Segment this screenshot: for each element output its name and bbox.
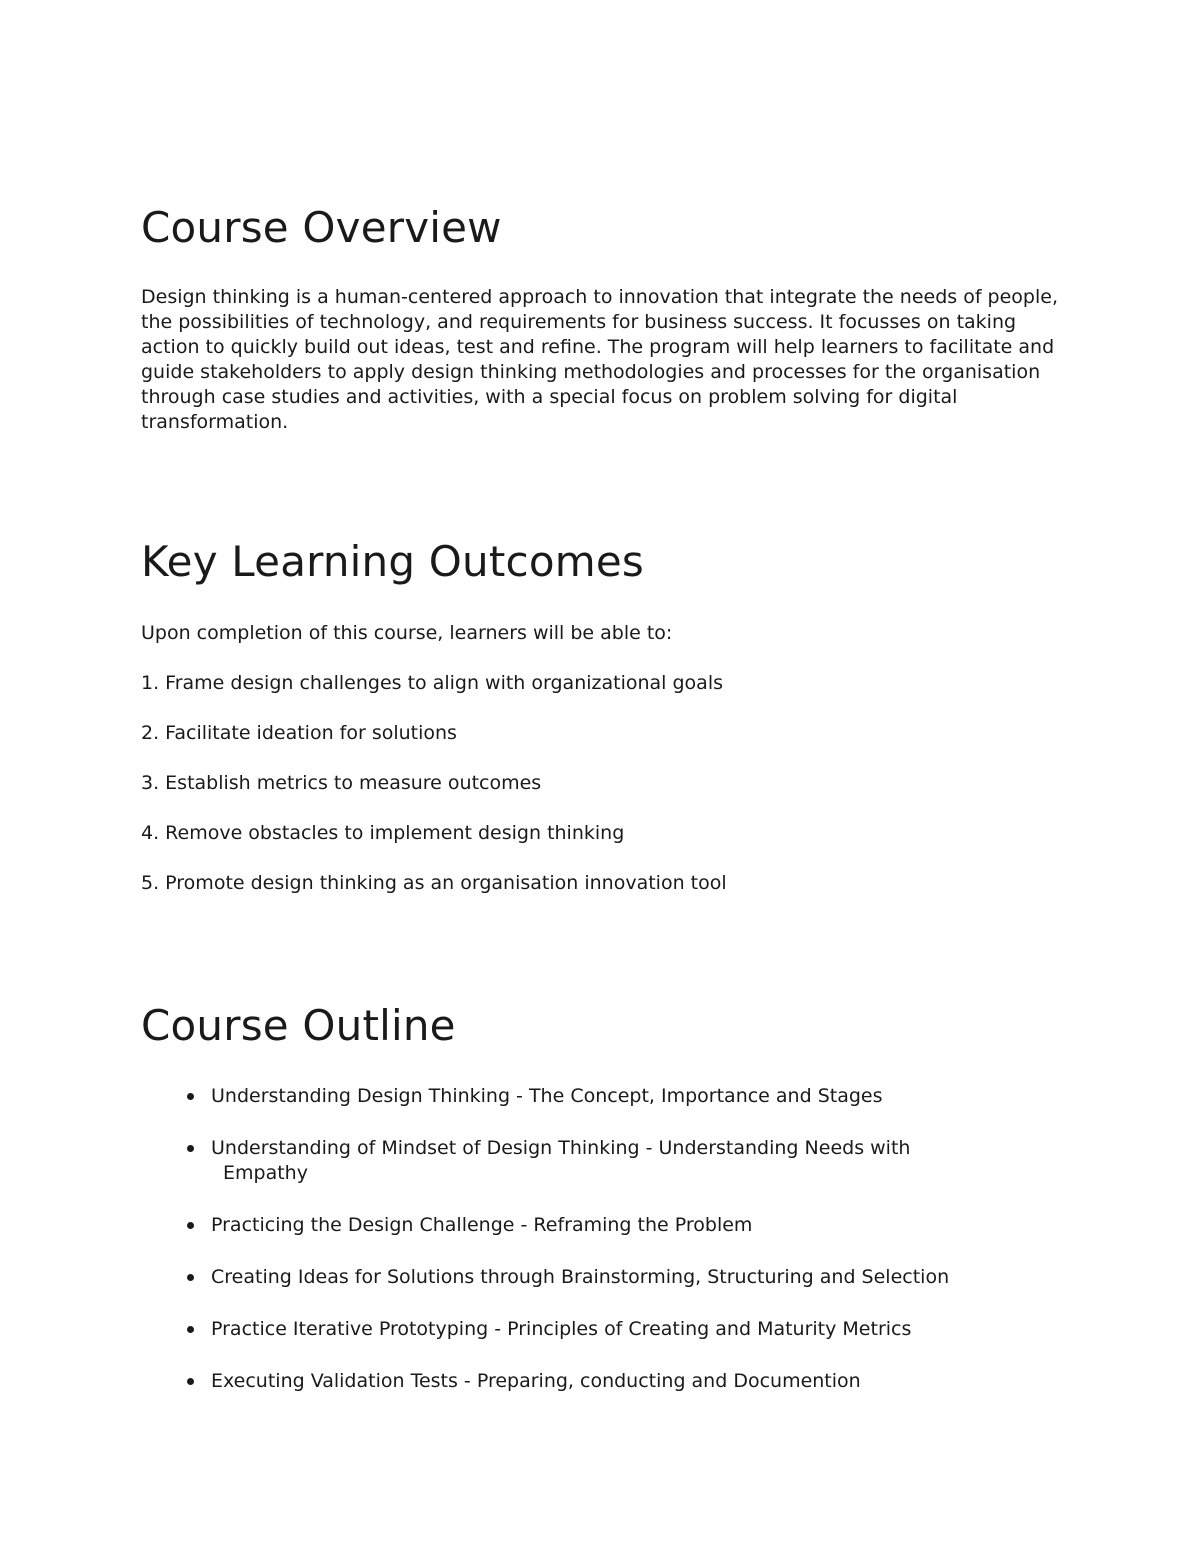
course-overview-paragraph: Design thinking is a human-centered approach to innovation that integrate the needs of people, the possibilities of technology, and requirements for business success. It focusses on taking action to quickly build out ideas, test and refine. The program will help learners to facilitate and guide stakeholders to apply design thinking methodologies and processes for the organisation through case studies and activities, with a special focus on problem solving for digital transformation. — [141, 286, 1059, 433]
outline-item-text: Understanding of Mindset of Design Thinking - Understanding Needs with — [211, 1137, 911, 1159]
bullet-icon — [187, 1093, 194, 1100]
outline-list-item — [141, 1136, 1071, 1186]
outline-item-text: Practice Iterative Prototyping - Principles of Creating and Maturity Metrics — [211, 1318, 912, 1340]
outline-item-text: Understanding Design Thinking - The Concept, Importance and Stages — [211, 1085, 883, 1107]
outline-list-item — [141, 1213, 1071, 1238]
course-outline-list — [141, 1084, 1071, 1421]
outline-item-text: Executing Validation Tests - Preparing, conducting and Documention — [211, 1370, 861, 1392]
outline-list-item — [141, 1369, 1071, 1394]
outline-list-item — [141, 1317, 1071, 1342]
outline-list-item — [141, 1084, 1071, 1109]
outcome-item: 5. Promote design thinking as an organisation innovation tool — [141, 872, 727, 894]
outline-list-item — [141, 1265, 1071, 1290]
outcomes-intro-text: Upon completion of this course, learners will be able to: — [141, 622, 673, 644]
bullet-icon — [187, 1222, 194, 1229]
course-outline-heading: Course Outline — [141, 1001, 456, 1050]
course-overview-heading: Course Overview — [141, 203, 502, 252]
outline-item-text-continued: Empathy — [223, 1162, 308, 1184]
outcome-item: 1. Frame design challenges to align with organizational goals — [141, 672, 723, 694]
key-learning-outcomes-heading: Key Learning Outcomes — [141, 537, 644, 586]
outcome-item: 4. Remove obstacles to implement design thinking — [141, 822, 625, 844]
outcome-item: 2. Facilitate ideation for solutions — [141, 722, 457, 744]
bullet-icon — [187, 1378, 194, 1385]
bullet-icon — [187, 1326, 194, 1333]
outline-item-text: Creating Ideas for Solutions through Brainstorming, Structuring and Selection — [211, 1266, 950, 1288]
bullet-icon — [187, 1274, 194, 1281]
outcome-item: 3. Establish metrics to measure outcomes — [141, 772, 542, 794]
outline-item-text: Practicing the Design Challenge - Reframing the Problem — [211, 1214, 753, 1236]
bullet-icon — [187, 1145, 194, 1152]
